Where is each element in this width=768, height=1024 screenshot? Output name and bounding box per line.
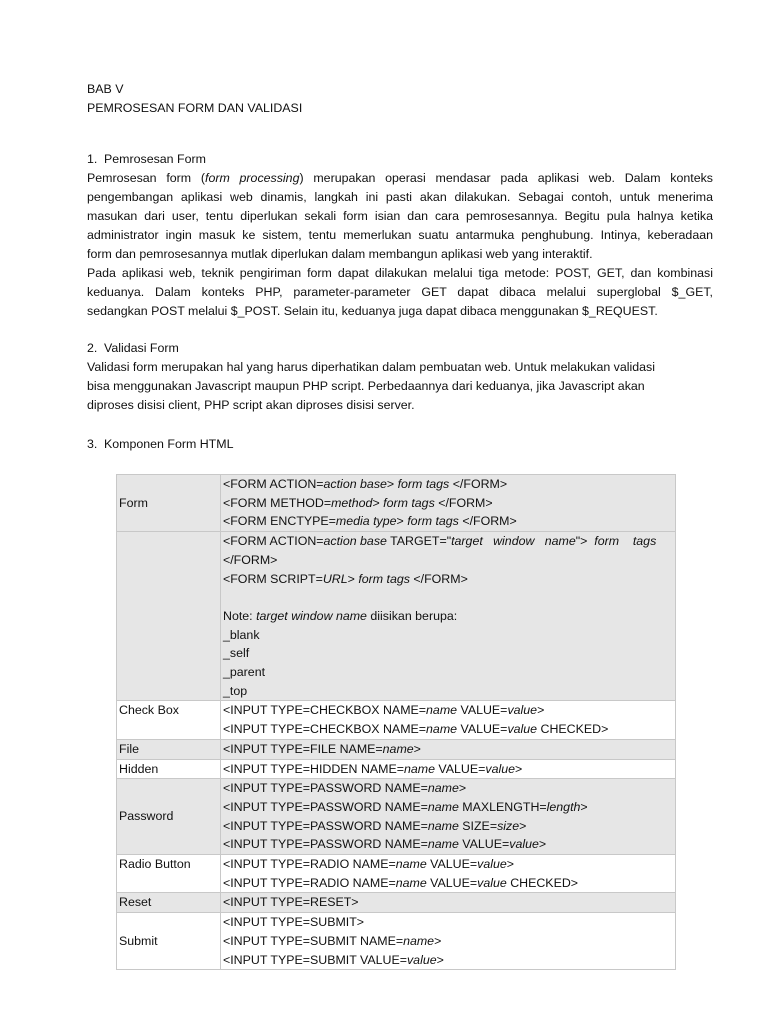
- row-label: File: [117, 739, 221, 759]
- row-label: Check Box: [117, 701, 221, 739]
- row-syntax: <INPUT TYPE=FILE NAME=name>: [221, 739, 676, 759]
- paragraph-submission-methods: Pada aplikasi web, teknik pengiriman form dapat dilakukan melalui tiga metode: POST, GET, dan kombinasi keduanya. Dalam konteks PHP, parameter-parameter GET dapat dibaca melalui superglobal $_GET, sedangkan POST melalui $_POST. Selain itu, keduanya juga dapat dibaca menggunakan $_REQUEST.: [87, 266, 713, 318]
- section-komponen-form: [87, 435, 713, 454]
- row-label: Password: [117, 779, 221, 855]
- target-option: _self: [223, 646, 250, 661]
- table-row-radio: [117, 855, 676, 893]
- row-syntax: <FORM ACTION=action base> form tags </FORM> <FORM METHOD=method> form tags </FORM> <FORM ENCTYPE=media type> form tags </FORM>: [221, 475, 676, 532]
- form-components-table: [116, 474, 676, 970]
- table-row-form-target: [117, 532, 676, 701]
- row-syntax: <INPUT TYPE=RESET>: [221, 893, 676, 913]
- chapter-header: [87, 80, 713, 118]
- row-label: Form: [117, 475, 221, 532]
- table-row-password: [117, 779, 676, 855]
- target-option: _blank: [223, 627, 260, 642]
- table-row-checkbox: [117, 701, 676, 739]
- row-label: [117, 532, 221, 701]
- table-row-form: [117, 475, 676, 532]
- section-heading: 3. Komponen Form HTML: [87, 437, 234, 451]
- chapter-title: PEMROSESAN FORM DAN VALIDASI: [87, 101, 303, 115]
- row-label: Radio Button: [117, 855, 221, 893]
- section-heading: 2. Validasi Form: [87, 341, 179, 355]
- paragraph-validation: Validasi form merupakan hal yang harus diperhatikan dalam pembuatan web. Untuk melakukan validasi bisa menggunakan Javascript maupun PHP script. Perbedaannya dari keduanya, jika Javascript akan diproses disisi client, PHP script akan diproses disisi server.: [87, 360, 655, 412]
- target-option: _top: [223, 683, 248, 698]
- target-option: _parent: [223, 665, 266, 680]
- row-syntax: <INPUT TYPE=PASSWORD NAME=name> <INPUT TYPE=PASSWORD NAME=name MAXLENGTH=length> <INPUT TYPE=PASSWORD NAME=name SIZE=size> <INPUT TYPE=PASSWORD NAME=name VALUE=value>: [221, 779, 676, 855]
- row-syntax: <INPUT TYPE=HIDDEN NAME=name VALUE=value>: [221, 759, 676, 779]
- table-row-file: [117, 739, 676, 759]
- table-row-hidden: [117, 759, 676, 779]
- section-validasi-form: [87, 339, 713, 415]
- section-pemrosesan-form: [87, 150, 713, 321]
- row-syntax: <INPUT TYPE=CHECKBOX NAME=name VALUE=value> <INPUT TYPE=CHECKBOX NAME=name VALUE=value CHECKED>: [221, 701, 676, 739]
- row-label: Reset: [117, 893, 221, 913]
- table-row-submit: [117, 913, 676, 970]
- table-row-reset: [117, 893, 676, 913]
- paragraph-form-processing: Pemrosesan form (form processing) merupakan operasi mendasar pada aplikasi web. Dalam konteks pengembangan aplikasi web dinamis, langkah ini pasti akan dilakukan. Sebagai contoh, untuk menerima masukan dari user, tentu diperlukan sekali form isian dan cara pemrosesannya. Begitu pula halnya ketika administrator ingin masuk ke sistem, tentu memerlukan suatu antarmuka penghubung. Intinya, keberadaan form dan pemrosesannya mutlak diperlukan dalam membangun aplikasi web yang interaktif.: [87, 171, 713, 261]
- row-syntax: <INPUT TYPE=RADIO NAME=name VALUE=value> <INPUT TYPE=RADIO NAME=name VALUE=value CHECKED>: [221, 855, 676, 893]
- row-label: Hidden: [117, 759, 221, 779]
- target-note: Note: target window name diisikan berupa:: [223, 608, 458, 623]
- row-syntax: <FORM ACTION=action base TARGET="target window name"> form tags </FORM> <FORM SCRIPT=URL> form tags </FORM> Note: target window name diisikan berupa: _blank _self _parent _top: [221, 532, 676, 701]
- row-syntax: <INPUT TYPE=SUBMIT> <INPUT TYPE=SUBMIT NAME=name> <INPUT TYPE=SUBMIT VALUE=value>: [221, 913, 676, 970]
- section-heading: 1. Pemrosesan Form: [87, 152, 206, 166]
- chapter-label: BAB V: [87, 82, 124, 96]
- row-label: Submit: [117, 913, 221, 970]
